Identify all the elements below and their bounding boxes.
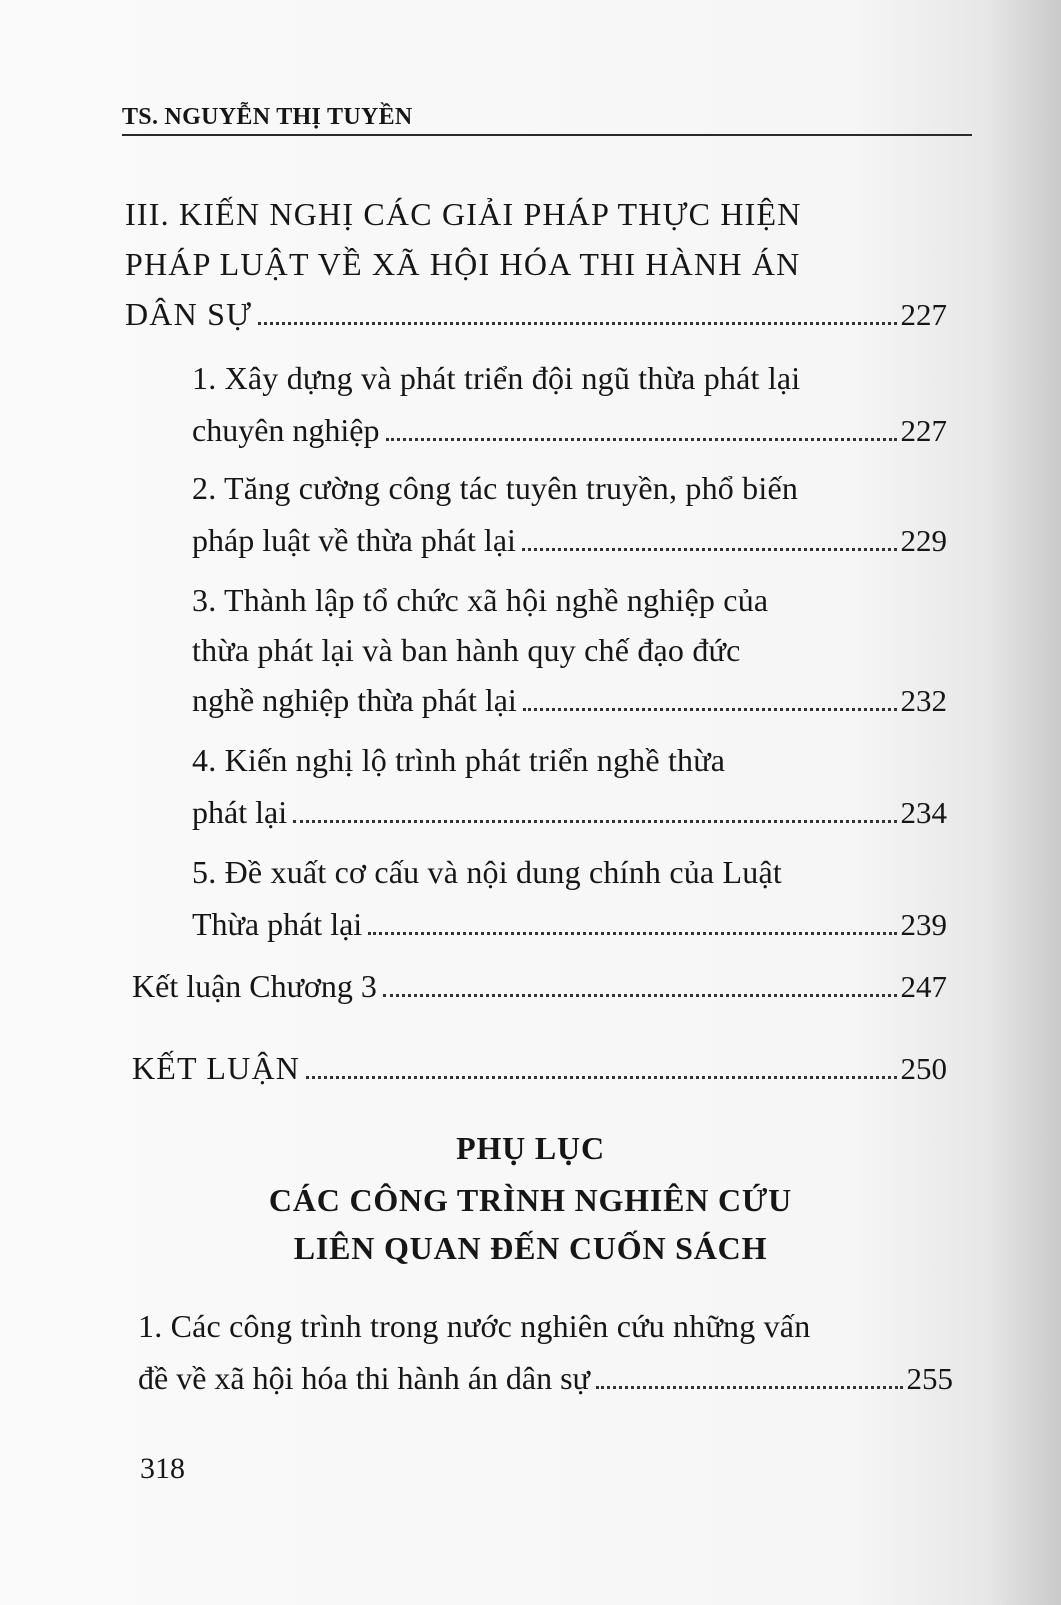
toc-item2-last-line xyxy=(192,524,947,558)
toc-item5-last-line xyxy=(192,908,947,942)
toc-chapter-conclusion xyxy=(132,970,947,1004)
toc-item1-line1: 1. Xây dựng và phát triển đội ngũ thừa phát lại xyxy=(192,360,801,396)
appendix-item1-line2: đề về xã hội hóa thi hành án dân sự xyxy=(138,1360,590,1396)
toc-section-iii-line2: PHÁP LUẬT VỀ XÃ HỘI HÓA THI HÀNH ÁN xyxy=(125,246,801,282)
running-header-author: TS. NGUYỄN THỊ TUYỀN xyxy=(122,104,413,130)
toc-item3-last-line xyxy=(192,684,947,718)
appendix-item1-last-line xyxy=(138,1362,953,1396)
appendix-item1-line1: 1. Các công trình trong nước nghiên cứu những vấn xyxy=(138,1308,811,1344)
dot-leader xyxy=(306,1076,896,1079)
appendix-subtitle-line2: LIÊN QUAN ĐẾN CUỐN SÁCH xyxy=(293,1230,768,1266)
dot-leader xyxy=(368,932,896,935)
dot-leader xyxy=(522,548,897,551)
appendix-title: PHỤ LỤC xyxy=(456,1130,605,1166)
toc-item3-page: 232 xyxy=(900,683,947,718)
dot-leader xyxy=(386,438,897,441)
toc-item5-line2: Thừa phát lại xyxy=(192,906,363,942)
toc-section-iii-last-line xyxy=(125,298,947,332)
page-number: 318 xyxy=(140,1452,185,1485)
toc-item1-page: 227 xyxy=(900,413,947,448)
toc-item4-line2: phát lại xyxy=(192,794,288,830)
toc-item4-line1: 4. Kiến nghị lộ trình phát triển nghề thừa xyxy=(192,742,726,778)
toc-item1-line2: chuyên nghiệp xyxy=(192,412,380,448)
dot-leader xyxy=(383,994,897,997)
toc-item2-line2: pháp luật về thừa phát lại xyxy=(192,522,516,558)
appendix-item1-page: 255 xyxy=(906,1361,953,1396)
toc-chapter-conclusion-label: Kết luận Chương 3 xyxy=(132,968,377,1004)
appendix-subtitle-line1: CÁC CÔNG TRÌNH NGHIÊN CỨU xyxy=(268,1182,793,1218)
toc-item3-line1: 3. Thành lập tổ chức xã hội nghề nghiệp của xyxy=(192,582,769,618)
toc-item2-line1: 2. Tăng cường công tác tuyên truyền, phổ biến xyxy=(192,470,799,506)
toc-item5-line1: 5. Đề xuất cơ cấu và nội dung chính của Luật xyxy=(192,854,782,890)
dot-leader xyxy=(596,1386,903,1389)
toc-conclusion-page: 250 xyxy=(900,1051,947,1086)
toc-item1-last-line xyxy=(192,414,947,448)
dot-leader xyxy=(293,820,896,823)
toc-item4-last-line xyxy=(192,796,947,830)
running-header xyxy=(122,100,972,136)
toc-item3-line3: nghề nghiệp thừa phát lại xyxy=(192,682,517,718)
toc-item5-page: 239 xyxy=(900,907,947,942)
toc-conclusion xyxy=(132,1052,947,1086)
toc-section-iii-line3: DÂN SỰ xyxy=(125,296,253,332)
toc-section-iii-page: 227 xyxy=(900,297,947,332)
dot-leader xyxy=(258,322,896,325)
toc-chapter-conclusion-page: 247 xyxy=(900,969,947,1004)
toc-item2-page: 229 xyxy=(900,523,947,558)
toc-section-iii-line1: III. KIẾN NGHỊ CÁC GIẢI PHÁP THỰC HIỆN xyxy=(125,196,802,232)
toc-item3-line2: thừa phát lại và ban hành quy chế đạo đức xyxy=(192,632,741,668)
dot-leader xyxy=(523,708,897,711)
toc-item4-page: 234 xyxy=(900,795,947,830)
toc-conclusion-label: KẾT LUẬN xyxy=(132,1050,301,1086)
